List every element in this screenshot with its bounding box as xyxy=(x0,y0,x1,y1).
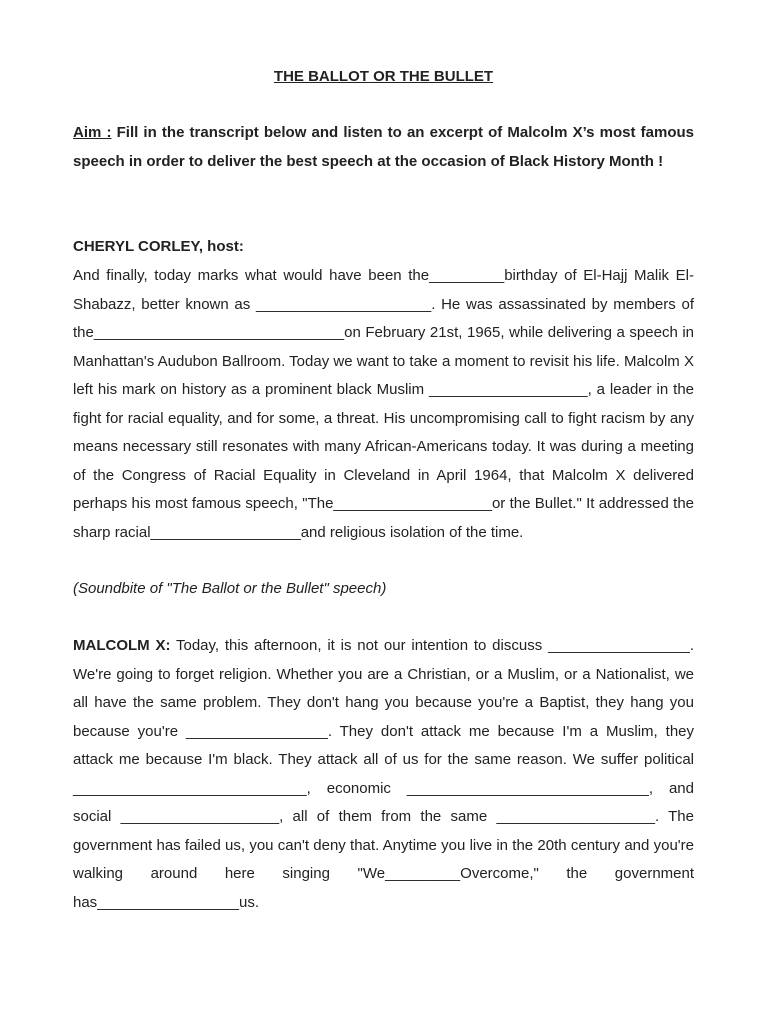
blank-13[interactable]: _________ xyxy=(385,865,461,882)
host-text-2: birthday of El-Hajj Malik El-Shabazz, better known as xyxy=(73,267,694,313)
malcolm-text-9: us. xyxy=(239,893,260,911)
host-text-7: and religious isolation of the time. xyxy=(300,523,524,541)
soundbite-note: (Soundbite of "The Ballot or the Bullet" speech) xyxy=(73,580,387,597)
malcolm-text-6: , all of them from the same xyxy=(279,808,497,825)
aim-paragraph xyxy=(73,119,694,176)
host-text-5: , a leader in the fight for racial equality, and for some, a threat. His uncompromising call to fight racism by any means necessary still resonates with many African-Americans today. It was during a meeting of the Congress of Racial Equality in Cleveland in April 1964, that Malcolm X delivered perhaps his most famous speech, "The xyxy=(73,381,694,512)
malcolm-speaker: MALCOLM X: xyxy=(73,637,171,654)
host-text-6: or the Bullet." It addressed the sharp racial xyxy=(73,495,695,541)
malcolm-text-1: Today, this afternoon, it is not our intention to discuss xyxy=(170,637,548,654)
aim-text: Fill in the transcript below and listen to an excerpt of Malcolm X’s most famous speech in order to deliver the best speech at the occasion of Black History Month ! xyxy=(73,124,694,170)
host-text-1: And finally, today marks what would have been the xyxy=(73,267,430,284)
blank-3[interactable]: ______________________________ xyxy=(93,324,345,341)
malcolm-text-8: Overcome," the government has xyxy=(73,865,695,911)
malcolm-text-2: . We're going to forget religion. Whether you are a Christian, or a Muslim, or a Nationalist, we all have the same problem. They don't hang you because you're a Baptist, they hang you because you're xyxy=(73,637,694,740)
host-text-4: on February 21st, 1965, while delivering a speech in Manhattan's Audubon Ballroom. Today we want to take a moment to revisit his life. Malcolm X left his mark on history as a prominent black Muslim xyxy=(73,324,694,398)
malcolm-text-5: , and social xyxy=(73,779,694,825)
blank-14[interactable]: _________________ xyxy=(97,893,240,911)
malcolm-text-3: . They don't attack me because I'm a Muslim, they attack me because I'm black. They attack all of us for the same reason. We suffer political xyxy=(73,722,695,768)
blank-9[interactable]: ____________________________ xyxy=(73,779,307,797)
blank-10[interactable]: _____________________________ xyxy=(406,779,649,797)
blank-4[interactable]: ___________________ xyxy=(429,381,588,398)
blank-6[interactable]: __________________ xyxy=(150,523,301,541)
blank-11[interactable]: ___________________ xyxy=(120,808,280,825)
host-heading: CHERYL CORLEY, host: xyxy=(73,238,244,255)
host-text-3: . He was assassinated by members of the xyxy=(73,295,694,341)
blank-1[interactable]: _________ xyxy=(429,267,505,284)
blank-7[interactable]: _________________ xyxy=(548,637,690,654)
host-paragraph xyxy=(73,262,694,547)
blank-12[interactable]: ___________________ xyxy=(496,808,655,825)
aim-label: Aim : xyxy=(73,124,112,141)
blank-2[interactable]: _____________________ xyxy=(256,295,432,313)
malcolm-text-4: , economic xyxy=(306,779,407,797)
blank-5[interactable]: ___________________ xyxy=(333,495,492,512)
malcolm-paragraph xyxy=(73,632,694,917)
page-title: THE BALLOT OR THE BULLET xyxy=(273,68,494,85)
blank-8[interactable]: _________________ xyxy=(185,722,328,740)
malcolm-text-7: . The government has failed us, you can't deny that. Anytime you live in the 20th century and you're walking around here singing "We xyxy=(73,808,694,882)
